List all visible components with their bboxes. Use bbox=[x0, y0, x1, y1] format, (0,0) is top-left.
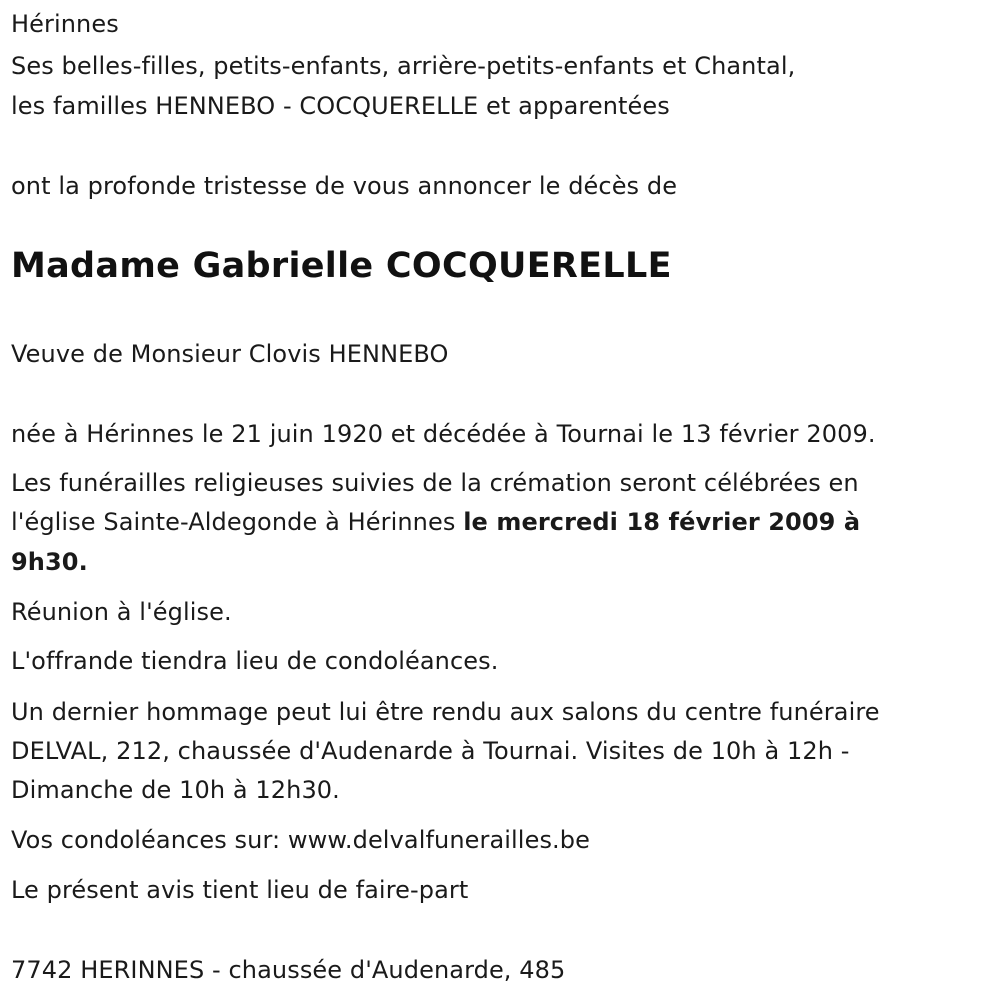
homage-line-3: Dimanche de 10h à 12h30. bbox=[11, 776, 340, 804]
widow-of-line: Veuve de Monsieur Clovis HENNEBO bbox=[11, 340, 449, 368]
address-line: 7742 HERINNES - chaussée d'Audenarde, 485 bbox=[11, 956, 566, 984]
funeral-location-text: l'église Sainte-Aldegonde à Hérinnes bbox=[11, 508, 464, 536]
deceased-name: Madame Gabrielle COCQUERELLE bbox=[11, 246, 672, 286]
funeral-time-text: 9h30. bbox=[11, 548, 88, 576]
condolences-line: Vos condoléances sur: www.delvalfunerailles.be bbox=[11, 826, 590, 854]
funeral-line-1: Les funérailles religieuses suivies de la crémation seront célébrées en bbox=[11, 469, 859, 497]
funeral-line-2 bbox=[11, 502, 860, 542]
homage-line-1: Un dernier hommage peut lui être rendu aux salons du centre funéraire bbox=[11, 698, 880, 726]
funeral-date-text: le mercredi 18 février 2009 à bbox=[463, 508, 861, 536]
notice-line: Le présent avis tient lieu de faire-part bbox=[11, 876, 469, 904]
offering-line: L'offrande tiendra lieu de condoléances. bbox=[11, 647, 499, 675]
meeting-line: Réunion à l'église. bbox=[11, 598, 232, 626]
birth-death-line: née à Hérinnes le 21 juin 1920 et décédée à Tournai le 13 février 2009. bbox=[11, 420, 876, 448]
family-line-2: les familles HENNEBO - COCQUERELLE et apparentées bbox=[11, 92, 670, 120]
village-line: Hérinnes bbox=[11, 10, 119, 38]
homage-line-2: DELVAL, 212, chaussée d'Audenarde à Tournai. Visites de 10h à 12h - bbox=[11, 737, 850, 765]
family-line-1: Ses belles-filles, petits-enfants, arrière-petits-enfants et Chantal, bbox=[11, 52, 796, 80]
announcement-line: ont la profonde tristesse de vous annoncer le décès de bbox=[11, 172, 678, 200]
